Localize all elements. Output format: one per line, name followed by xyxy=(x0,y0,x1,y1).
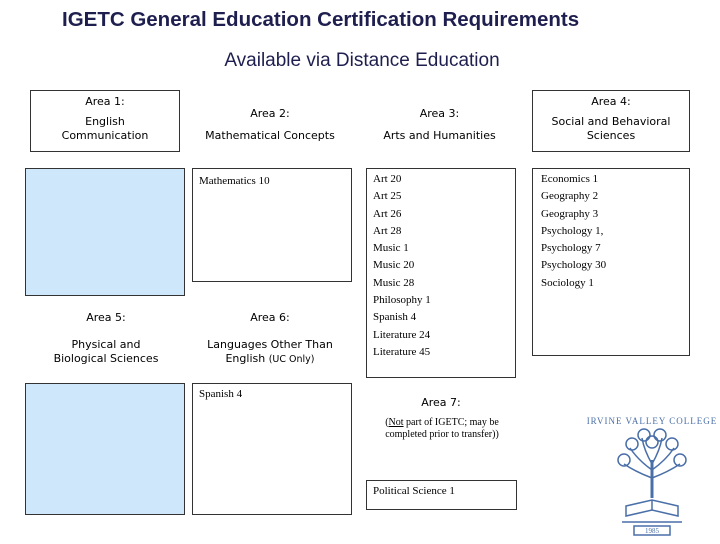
list-item: Literature 24 xyxy=(373,328,431,341)
area-3-label: Area 3: xyxy=(419,107,460,120)
college-seal-year: 1985 xyxy=(645,527,659,535)
area-6-name xyxy=(190,338,350,367)
area-4-label: Area 4: xyxy=(591,95,631,108)
area-3-course-box xyxy=(366,168,516,378)
area-7-note-rest: part of IGETC; may be completed prior to transfer)) xyxy=(385,417,499,440)
list-item: Psychology 30 xyxy=(541,259,607,272)
college-seal xyxy=(586,416,718,540)
college-seal-text: IRVINE VALLEY COLLEGE xyxy=(586,416,718,426)
list-item: Geography 2 xyxy=(541,190,599,203)
area-6-name-text: Languages Other Than English xyxy=(207,338,333,365)
page-subtitle: Available via Distance Education xyxy=(224,50,500,71)
area-6-note: (UC Only) xyxy=(268,354,315,365)
area-1-course-box xyxy=(25,168,185,296)
list-item: Music 28 xyxy=(373,276,415,289)
area-7-note-prefix: ( xyxy=(385,417,389,428)
area-1-label: Area 1: xyxy=(85,95,125,108)
area-1-name: English Communication xyxy=(61,115,149,142)
list-item: Art 28 xyxy=(373,224,402,237)
area-2-course: Mathematics 10 xyxy=(199,175,270,187)
area-7-note xyxy=(369,417,515,441)
area-6-header xyxy=(190,311,350,367)
area-1-header xyxy=(30,90,180,152)
list-item: Geography 3 xyxy=(541,207,599,220)
area-4-header xyxy=(532,90,690,152)
area-5-course-box xyxy=(25,383,185,515)
area-2-name: Mathematical Concepts xyxy=(205,129,335,142)
list-item: Art 20 xyxy=(373,173,402,185)
area-5-name: Physical and Biological Sciences xyxy=(53,338,159,365)
list-item: Economics 1 xyxy=(541,173,599,185)
area-7-note-not: Not xyxy=(388,417,404,428)
area-7-label: Area 7: xyxy=(421,396,461,409)
page-title: IGETC General Education Certification Requirements xyxy=(62,8,580,31)
area-3-name: Arts and Humanities xyxy=(383,129,496,142)
list-item: Philosophy 1 xyxy=(373,294,431,307)
list-item: Psychology 7 xyxy=(541,242,601,255)
area-6-label: Area 6: xyxy=(250,311,290,324)
area-6-course-box xyxy=(192,383,352,515)
area-3-header xyxy=(362,107,517,143)
area-2-course-box xyxy=(192,168,352,282)
area-6-course: Spanish 4 xyxy=(199,388,243,400)
list-item: Art 26 xyxy=(373,207,402,220)
area-4-course-box xyxy=(532,168,690,356)
area-2-label: Area 2: xyxy=(250,107,290,120)
area-4-name: Social and Behavioral Sciences xyxy=(551,115,671,142)
college-seal-graphic xyxy=(586,420,718,540)
list-item: Literature 45 xyxy=(373,345,431,358)
list-item: Music 1 xyxy=(373,242,409,255)
area-7-course: Political Science 1 xyxy=(373,485,455,497)
area-5-label: Area 5: xyxy=(86,311,126,324)
list-item: Art 25 xyxy=(373,190,402,203)
area-5-header xyxy=(28,311,184,366)
area-2-header xyxy=(190,107,350,143)
list-item: Spanish 4 xyxy=(373,311,417,324)
list-item: Psychology 1, xyxy=(541,224,604,237)
area-7-course-box xyxy=(366,480,517,510)
area-7-header xyxy=(366,396,516,410)
list-item: Music 20 xyxy=(373,259,415,272)
list-item: Sociology 1 xyxy=(541,276,594,289)
